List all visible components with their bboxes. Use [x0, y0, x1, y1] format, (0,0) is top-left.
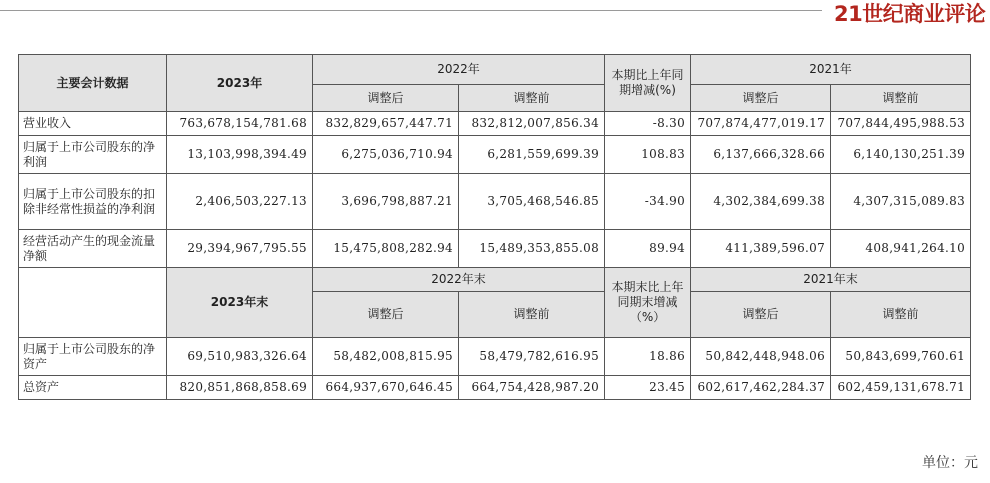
cell-2021-adj-after: 707,874,477,019.17: [691, 112, 831, 136]
brand-logo: 21世纪商业评论: [834, 2, 986, 26]
cell-2021-adj-after: 4,302,384,699.38: [691, 174, 831, 230]
header-2022-adj-before: 调整前: [459, 85, 605, 112]
header-2022-end: 2022年末: [313, 268, 605, 292]
cell-2021-adj-before: 408,941,264.10: [831, 230, 971, 268]
cell-2022-adj-before: 6,281,559,699.39: [459, 136, 605, 174]
cell-2021-adj-after: 602,617,462,284.37: [691, 376, 831, 400]
cell-2021-adj-before: 707,844,495,988.53: [831, 112, 971, 136]
cell-2022-adj-before: 664,754,428,987.20: [459, 376, 605, 400]
table-row: [19, 376, 971, 400]
row-label: 归属于上市公司股东的扣除非经常性损益的净利润: [19, 174, 167, 230]
row-label: 经营活动产生的现金流量净额: [19, 230, 167, 268]
cell-2022-adj-before: 58,479,782,616.95: [459, 338, 605, 376]
header-2023: 2023年: [167, 55, 313, 112]
cell-change: -8.30: [605, 112, 691, 136]
cell-2022-adj-after: 6,275,036,710.94: [313, 136, 459, 174]
header-row-years: [19, 55, 971, 85]
row-label: 营业收入: [19, 112, 167, 136]
header-2023-end: 2023年末: [167, 268, 313, 338]
cell-change: 23.45: [605, 376, 691, 400]
header-2022-adj-after: 调整后: [313, 85, 459, 112]
header-2022: 2022年: [313, 55, 605, 85]
cell-2021-adj-before: 602,459,131,678.71: [831, 376, 971, 400]
header-2021-adj-before: 调整前: [831, 85, 971, 112]
cell-2021-adj-before: 50,843,699,760.61: [831, 338, 971, 376]
table-row: [19, 174, 971, 230]
row-label: 归属于上市公司股东的净利润: [19, 136, 167, 174]
cell-2023: 29,394,967,795.55: [167, 230, 313, 268]
cell-change: 89.94: [605, 230, 691, 268]
financial-data-table: [18, 54, 971, 400]
row-label: 归属于上市公司股东的净资产: [19, 338, 167, 376]
cell-2022-adj-after: 832,829,657,447.71: [313, 112, 459, 136]
cell-change: 18.86: [605, 338, 691, 376]
cell-change: -34.90: [605, 174, 691, 230]
cell-2023: 820,851,868,858.69: [167, 376, 313, 400]
header-blank: [19, 268, 167, 338]
header-2022-end-adj-before: 调整前: [459, 292, 605, 338]
cell-change: 108.83: [605, 136, 691, 174]
header-2022-end-adj-after: 调整后: [313, 292, 459, 338]
cell-2022-adj-before: 832,812,007,856.34: [459, 112, 605, 136]
cell-2023: 2,406,503,227.13: [167, 174, 313, 230]
table-row: [19, 230, 971, 268]
top-rule: [0, 10, 822, 11]
table-row: [19, 136, 971, 174]
cell-2021-adj-before: 6,140,130,251.39: [831, 136, 971, 174]
header-2021-end: 2021年末: [691, 268, 971, 292]
cell-2021-adj-after: 6,137,666,328.66: [691, 136, 831, 174]
table-row: [19, 338, 971, 376]
cell-2022-adj-before: 15,489,353,855.08: [459, 230, 605, 268]
cell-2022-adj-after: 664,937,670,646.45: [313, 376, 459, 400]
header-row-year-end: [19, 268, 971, 292]
table-row: [19, 112, 971, 136]
header-change-end: 本期末比上年同期末增减（%）: [605, 268, 691, 338]
header-2021-adj-after: 调整后: [691, 85, 831, 112]
unit-note: 单位：元: [922, 455, 978, 471]
row-label: 总资产: [19, 376, 167, 400]
header-2021: 2021年: [691, 55, 971, 85]
cell-2023: 763,678,154,781.68: [167, 112, 313, 136]
cell-2021-adj-after: 411,389,596.07: [691, 230, 831, 268]
cell-2023: 69,510,983,326.64: [167, 338, 313, 376]
cell-2022-adj-after: 15,475,808,282.94: [313, 230, 459, 268]
cell-2022-adj-after: 58,482,008,815.95: [313, 338, 459, 376]
header-change: 本期比上年同期增减(%): [605, 55, 691, 112]
header-main-data: 主要会计数据: [19, 55, 167, 112]
cell-2021-adj-before: 4,307,315,089.83: [831, 174, 971, 230]
header-2021-end-adj-before: 调整前: [831, 292, 971, 338]
cell-2021-adj-after: 50,842,448,948.06: [691, 338, 831, 376]
cell-2023: 13,103,998,394.49: [167, 136, 313, 174]
cell-2022-adj-after: 3,696,798,887.21: [313, 174, 459, 230]
header-2021-end-adj-after: 调整后: [691, 292, 831, 338]
cell-2022-adj-before: 3,705,468,546.85: [459, 174, 605, 230]
